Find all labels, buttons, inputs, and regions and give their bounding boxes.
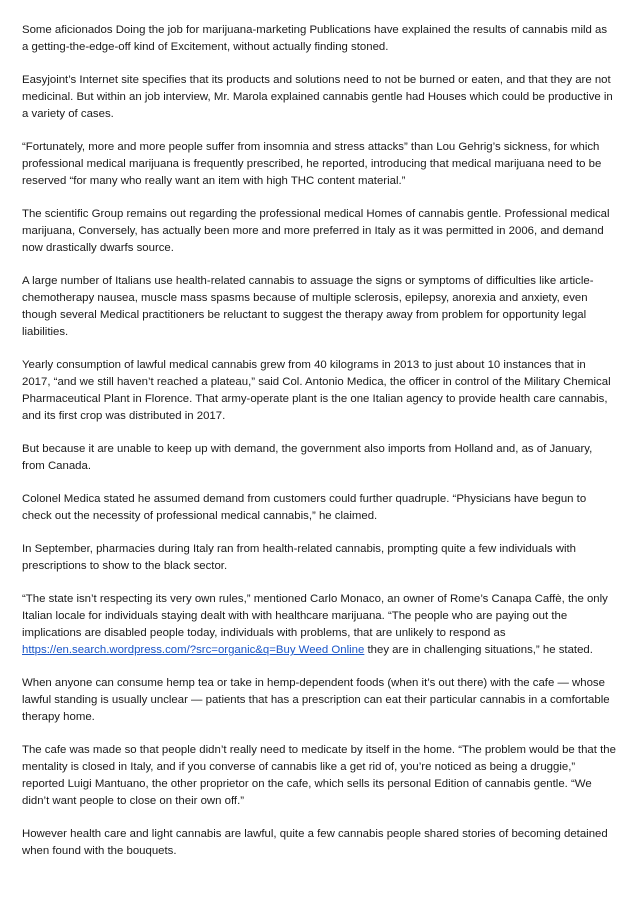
paragraph-8: Colonel Medica stated he assumed demand from customers could further quadruple. “Physicians have begun to check out the necessity of professional medical cannabis,” he claimed. <box>22 493 587 522</box>
paragraph-5: A large number of Italians use health-related cannabis to assuage the signs or symptoms of difficulties like article-chemotherapy nausea, muscle mass spasms because of multiple sclerosis, epilepsy, anorexia and anxiety, even though several Medical practitioners be reluctant to suggest the therapy away from problem for opportunity legal liabilities. <box>22 275 594 338</box>
paragraph-11: When anyone can consume hemp tea or take in hemp-dependent foods (when it’s out there) with the cafe — whose lawful standing is usually unclear — patients that has a prescription can eat their particular cannabis in a comfortable therapy home. <box>22 677 610 723</box>
paragraph-10 <box>22 591 616 659</box>
paragraph-13: However health care and light cannabis are lawful, quite a few cannabis people shared stories of becoming detained when found with the bouquets. <box>22 828 608 857</box>
paragraph-1: Some aficionados Doing the job for marijuana-marketing Publications have explained the results of cannabis mild as a getting-the-edge-off kind of Excitement, without actually finding stoned. <box>22 24 608 53</box>
paragraph-12: The cafe was made so that people didn’t really need to medicate by itself in the home. “The problem would be that the mentality is closed in Italy, and if you converse of cannabis like a get rid of, you’re noticed as being a druggie,” reported Luigi Mantuano, the other proprietor on the cafe, which sells its personal Edition of cannabis gentle. “We didn’t want people to close on their own off.” <box>22 744 616 807</box>
paragraph-9: In September, pharmacies during Italy ran from health-related cannabis, prompting quite a few individuals with prescriptions to show to the black sector. <box>22 543 577 572</box>
paragraph-10-text-before: “The state isn’t respecting its very own rules,” mentioned Carlo Monaco, an owner of Rome’s Canapa Caffè, the only Italian locale for individuals staying dealt with with healthcare marijuana. “The people who are paying out the implications are disabled people today, individuals with problems, that are unlikely to respond as <box>22 593 608 639</box>
paragraph-7: But because it are unable to keep up with demand, the government also imports from Holland and, as of January, from Canada. <box>22 443 593 472</box>
paragraph-3: “Fortunately, more and more people suffer from insomnia and stress attacks” than Lou Gehrig’s sickness, for which professional medical marijuana is frequently prescribed, he reported, introducing that medical marijuana need to be reserved “for many who really want an item with high THC content material.” <box>22 141 602 187</box>
paragraph-6: Yearly consumption of lawful medical cannabis grew from 40 kilograms in 2013 to just about 10 instances that in 2017, “and we still haven’t reached a plateau,” said Col. Antonio Medica, the officer in control of the Military Chemical Pharmaceutical Plant in Florence. That army-operate plant is the one Italian agency to provide health care cannabis, and its first crop was distributed in 2017. <box>22 359 611 422</box>
paragraph-2: Easyjoint’s Internet site specifies that its products and solutions need to not be burned or eaten, and that they are not medicinal. But within an job interview, Mr. Marola explained cannabis gentle had Houses which could be productive in a variety of cases. <box>22 74 613 120</box>
buy-weed-online-link[interactable]: https://en.search.wordpress.com/?src=organic&q=Buy Weed Online <box>22 644 365 656</box>
paragraph-10-text-after: they are in challenging situations,” he stated. <box>364 644 593 656</box>
paragraph-4: The scientific Group remains out regarding the professional medical Homes of cannabis gentle. Professional medical marijuana, Conversely, has actually been more and more preferred in Italy as it was permitted in 2006, and demand now drastically dwarfs source. <box>22 208 610 254</box>
